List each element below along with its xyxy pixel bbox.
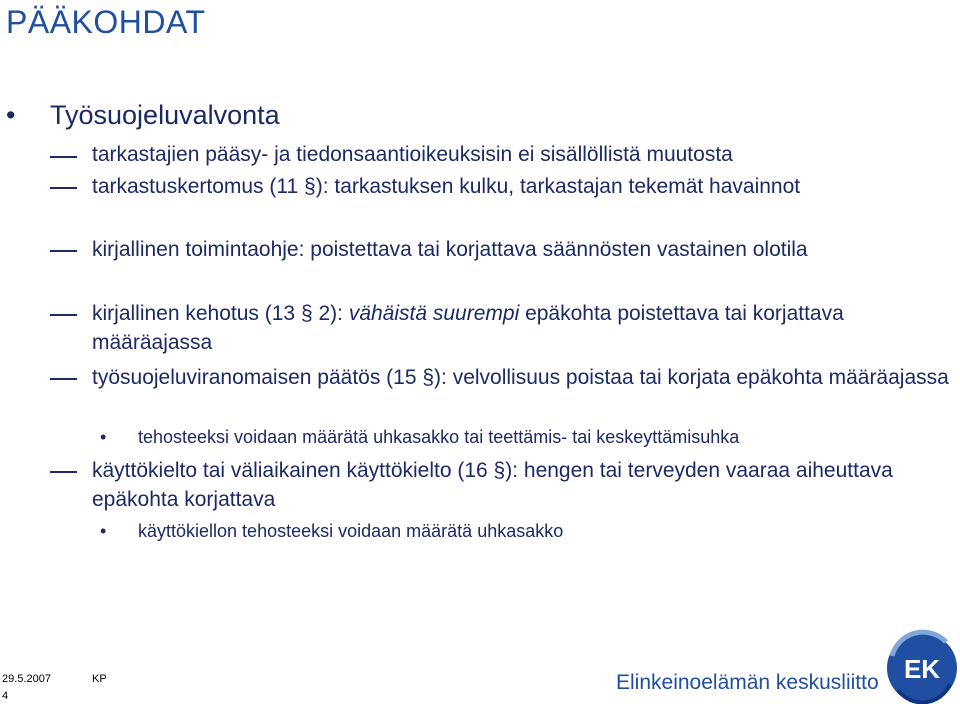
sub-list-item: käyttökiellon tehosteeksi voidaan määrätä uhkasakko — [138, 521, 564, 541]
dash-bullet — [50, 471, 77, 473]
organization-name: Elinkeinoelämän keskusliitto — [616, 671, 879, 694]
page-title: PÄÄKOHDAT — [6, 4, 206, 40]
sub-list-item: tehosteeksi voidaan määrätä uhkasakko tai teettämis- tai keskeyttämisuhka — [138, 427, 740, 447]
list-item — [92, 299, 958, 357]
footer-date: 29.5.2007 — [2, 673, 51, 685]
page-number: 4 — [2, 690, 9, 702]
list-item-text: työsuojeluviranomaisen päätös (15 §): velvollisuus poistaa tai korjata epäkohta määräajassa — [92, 366, 949, 389]
list-item-text: tarkastajien pääsy- ja tiedonsaantioikeuksisin ei sisällöllistä muutosta — [92, 143, 733, 166]
bullet: • — [6, 100, 16, 130]
sub-bullet: • — [100, 427, 107, 447]
dash-bullet — [50, 187, 77, 189]
list-item-text: kirjallinen kehotus (13 § 2): — [92, 302, 349, 325]
dash-bullet — [50, 378, 77, 380]
list-item — [92, 235, 958, 264]
list-item — [92, 140, 958, 169]
dash-bullet — [50, 314, 77, 316]
footer-author: KP — [92, 673, 107, 685]
emphasis-text: vähäistä suurempi — [348, 302, 520, 325]
dash-bullet — [50, 156, 77, 158]
list-item-text: kirjallinen toimintaohje: poistettava tai korjattava säännösten vastainen olotila — [92, 238, 808, 261]
list-item — [92, 363, 958, 392]
sub-bullet: • — [100, 521, 107, 541]
list-item-text: käyttökielto tai väliaikainen käyttökielto (16 §): hengen tai terveyden vaaraa aiheuttava epäkohta korjattava — [92, 459, 893, 511]
logo-text: EK — [903, 654, 941, 684]
dash-bullet — [50, 250, 77, 252]
list-item-text: tarkastuskertomus (11 §): tarkastuksen kulku, tarkastajan tekemät havainnot — [92, 175, 801, 198]
list-item — [92, 172, 958, 201]
ek-logo-icon — [878, 628, 958, 704]
section-heading: Työsuojeluvalvonta — [50, 100, 280, 130]
list-item — [92, 456, 958, 514]
list-item-text: epäkohta poistettava tai korjattava määräajassa — [92, 302, 844, 354]
